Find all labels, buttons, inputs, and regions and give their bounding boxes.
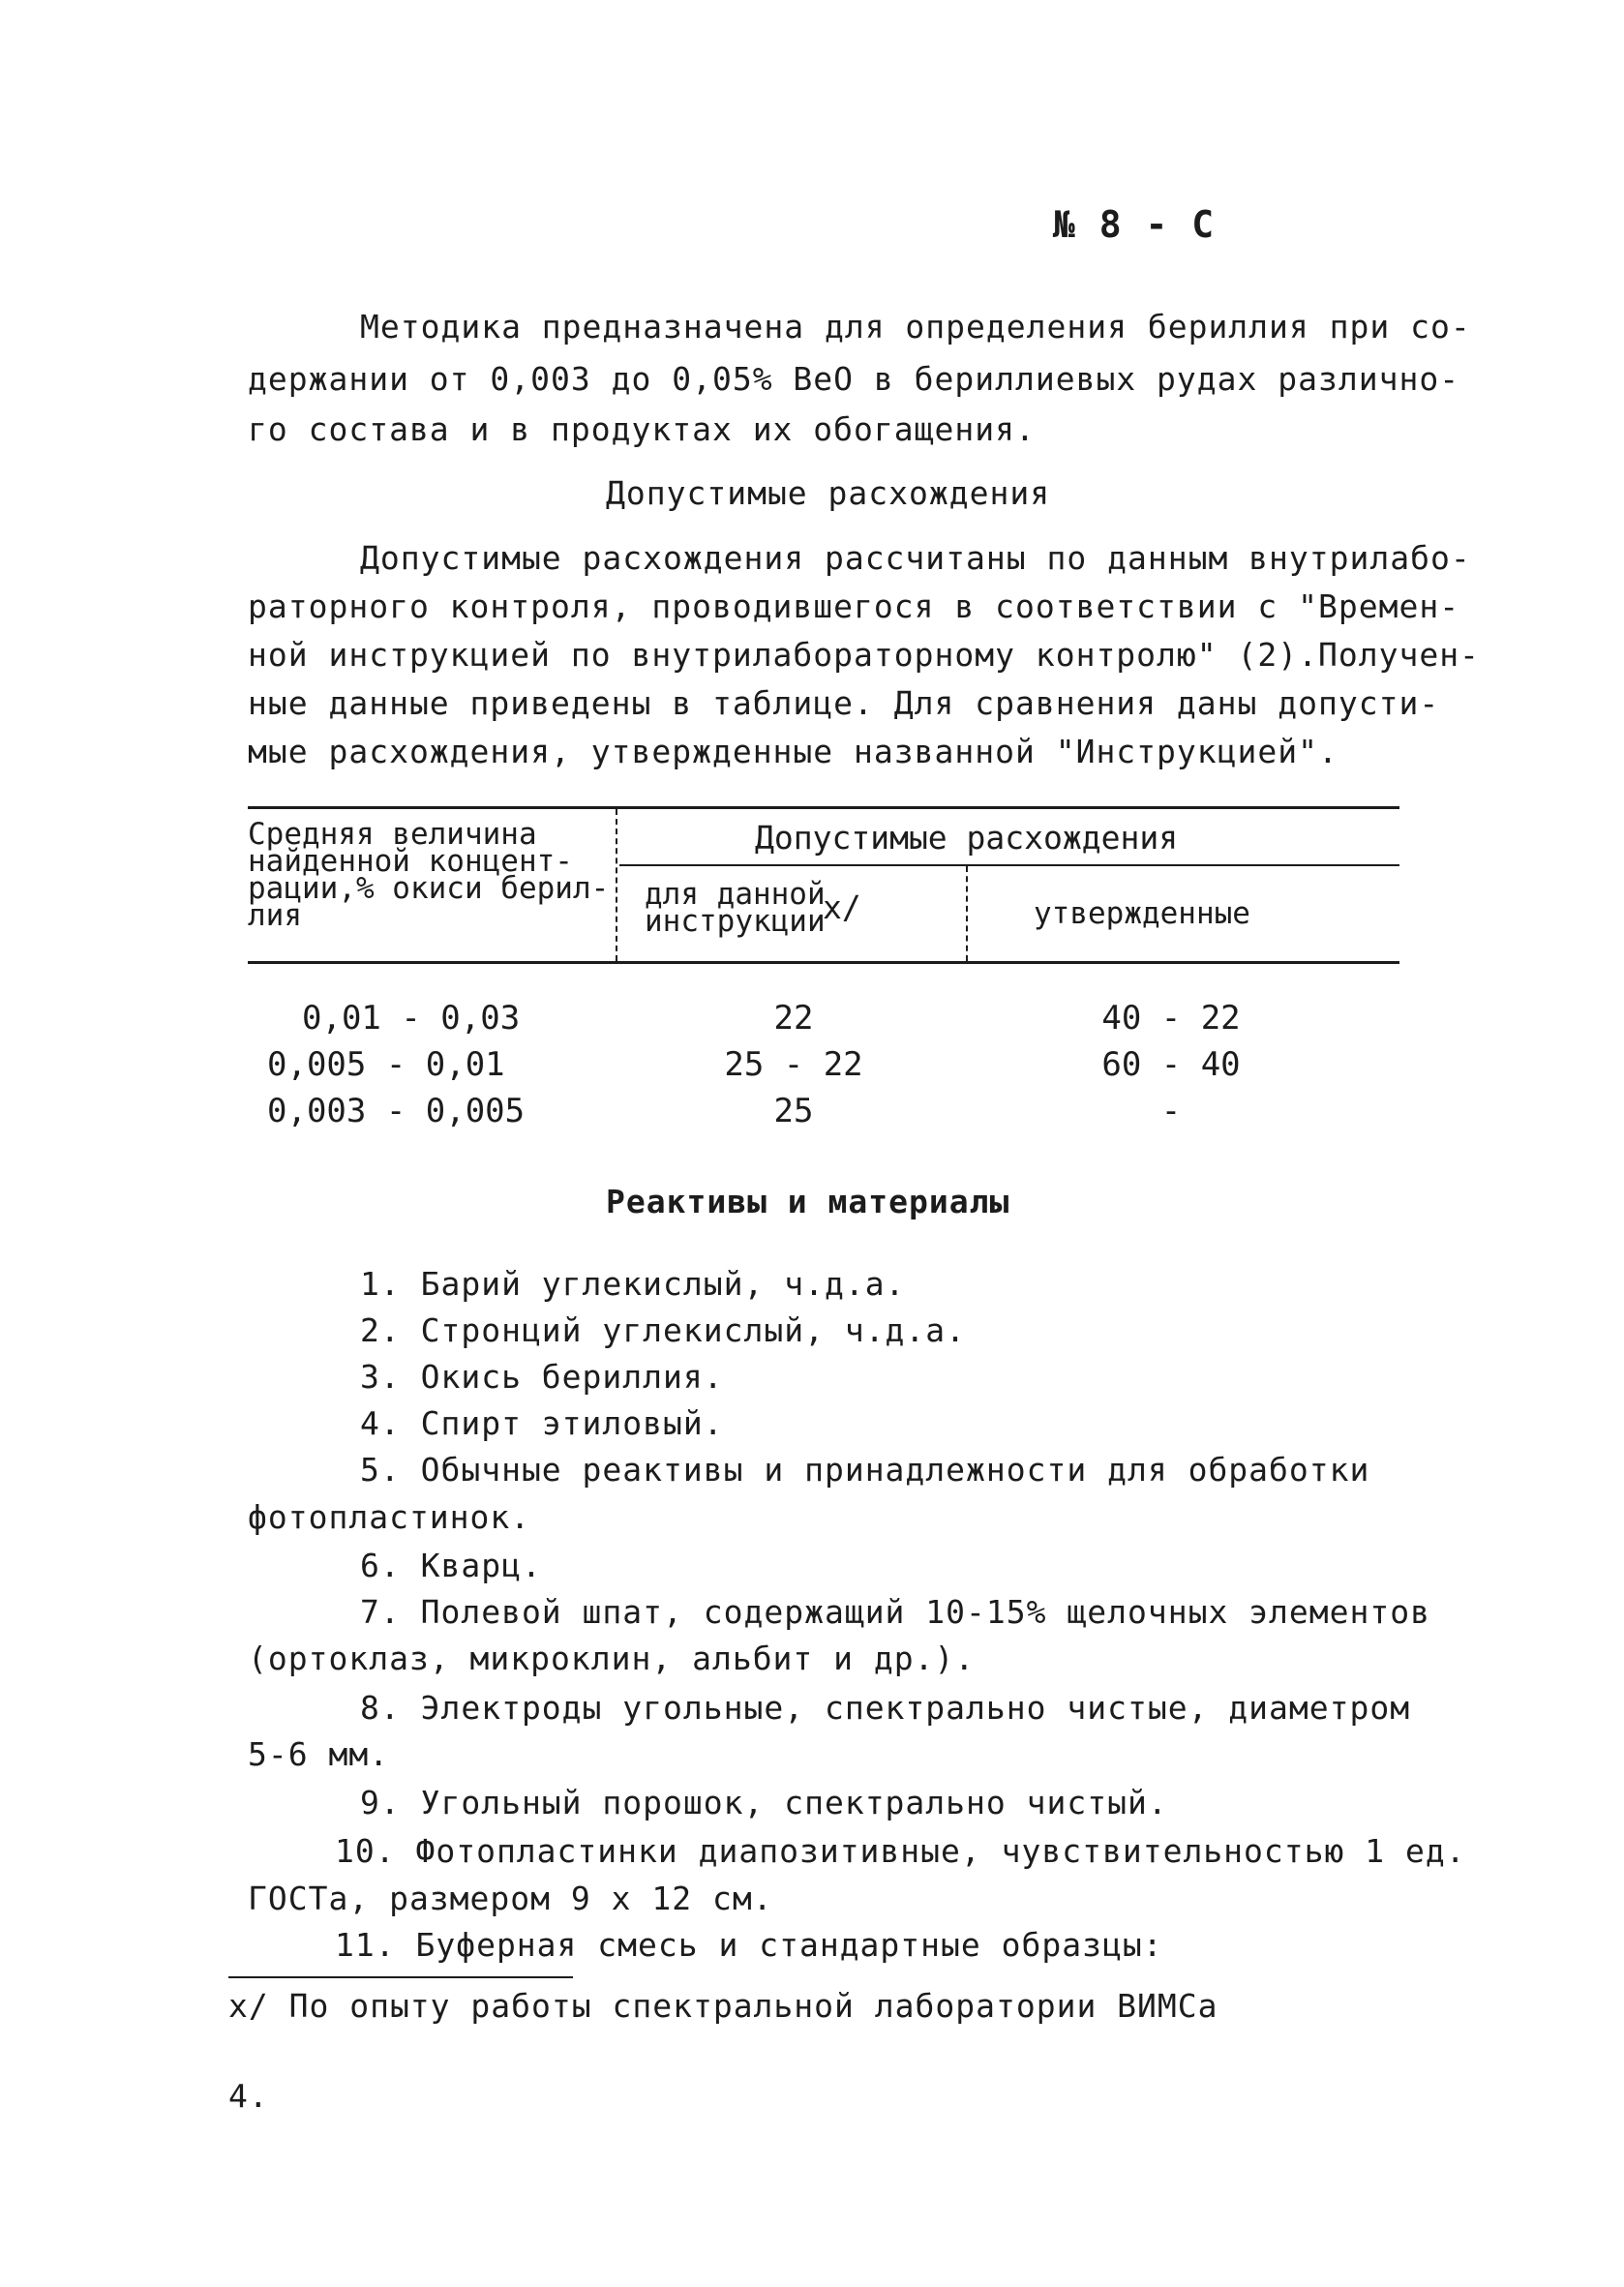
- reagent-line-1: 1. Барий углекислый, ч.д.а.: [360, 1265, 906, 1303]
- discrepancies-line-1: Допустимые расхождения рассчитаны по данным внутрилабо-: [360, 539, 1471, 577]
- reagent-line-10: 8. Электроды угольные, спектрально чистые, диаметром: [360, 1689, 1411, 1727]
- table-header-col2-mark: x/: [823, 888, 861, 926]
- reagent-line-8: 7. Полевой шпат, содержащий 10-15% щелочных элементов: [360, 1593, 1430, 1631]
- table-row-3-range: 0,003 - 0,005: [267, 1092, 526, 1130]
- reagent-line-2: 2. Стронций углекислый, ч.д.а.: [360, 1311, 967, 1349]
- table-row-1-range: 0,01 - 0,03: [302, 999, 521, 1038]
- section-heading-reagents: Реактивы и материалы: [606, 1183, 1010, 1220]
- table-header-bottom-rule: [248, 961, 1399, 964]
- reagent-line-14: ГОСТа, размером 9 x 12 см.: [248, 1880, 773, 1917]
- table-header-col1-line-2: найденной концент-: [248, 844, 573, 879]
- table-top-rule: [248, 806, 1399, 809]
- reagent-line-11: 5-6 мм.: [248, 1735, 390, 1773]
- table-col-divider-1: [616, 809, 617, 961]
- reagent-line-5: 5. Обычные реактивы и принадлежности для обработки: [360, 1451, 1370, 1489]
- table-header-col1-line-1: Средняя величина: [248, 817, 537, 852]
- discrepancies-line-3: ной инструкцией по внутрилабораторному контролю" (2).Получен-: [248, 636, 1480, 674]
- reagent-line-12: 9. Угольный порошок, спектрально чистый.: [360, 1784, 1168, 1821]
- page-number: 4.: [228, 2077, 269, 2115]
- table-header-col2-line-1: для данной: [645, 877, 826, 912]
- intro-line-2: держании от 0,003 до 0,05% BeO в бериллиевых рудах различно-: [248, 360, 1460, 398]
- reagent-line-3: 3. Окись бериллия.: [360, 1358, 724, 1396]
- table-header-group: Допустимые расхождения: [755, 819, 1179, 857]
- discrepancies-line-5: мые расхождения, утвержденные названной "Инструкцией".: [248, 733, 1338, 770]
- table-row-3-approved: -: [1160, 1092, 1182, 1130]
- reagent-line-13: 10. Фотопластинки диапозитивные, чувствительностью 1 ед.: [335, 1832, 1466, 1870]
- discrepancies-line-4: ные данные приведены в таблице. Для сравнения даны допусти-: [248, 684, 1440, 722]
- reagent-line-4: 4. Спирт этиловый.: [360, 1404, 724, 1442]
- section-heading-discrepancies: Допустимые расхождения: [606, 474, 1051, 512]
- table-header-col3: утвержденные: [1034, 896, 1250, 931]
- table-row-2-approved: 60 - 40: [1101, 1045, 1241, 1084]
- intro-line-1: Методика предназначена для определения бериллия при со-: [360, 308, 1471, 346]
- table-row-1-this: 22: [773, 999, 814, 1038]
- table-row-1-approved: 40 - 22: [1101, 999, 1241, 1038]
- table-header-col1: [248, 817, 610, 933]
- discrepancies-line-2: раторного контроля, проводившегося в соответствии с "Времен-: [248, 587, 1460, 625]
- table-col-divider-2: [966, 866, 968, 961]
- table-row-2-this: 25 - 22: [724, 1045, 863, 1084]
- intro-line-3: го состава и в продуктах их обогащения.: [248, 410, 1036, 448]
- table-row-2-range: 0,005 - 0,01: [267, 1045, 505, 1084]
- footnote: x/ По опыту работы спектральной лаборатории ВИМСа: [228, 1987, 1218, 2025]
- table-header-col1-line-4: лия: [248, 898, 302, 933]
- table-header-col2-line-2: инструкции: [645, 904, 826, 939]
- table-header-col2: [645, 877, 826, 939]
- footnote-rule: [228, 1976, 573, 1978]
- table-header-col1-line-3: рации,% окиси берил-: [248, 871, 610, 906]
- reagent-line-15: 11. Буферная смесь и стандартные образцы:: [335, 1926, 1163, 1964]
- reagent-line-9: (ортоклаз, микроклин, альбит и др.).: [248, 1640, 976, 1677]
- page-id: № 8 - С: [1053, 203, 1216, 246]
- table-group-rule: [619, 864, 1399, 866]
- reagent-line-7: 6. Кварц.: [360, 1547, 542, 1584]
- reagent-line-6: фотопластинок.: [248, 1498, 531, 1536]
- table-row-3-this: 25: [773, 1092, 814, 1130]
